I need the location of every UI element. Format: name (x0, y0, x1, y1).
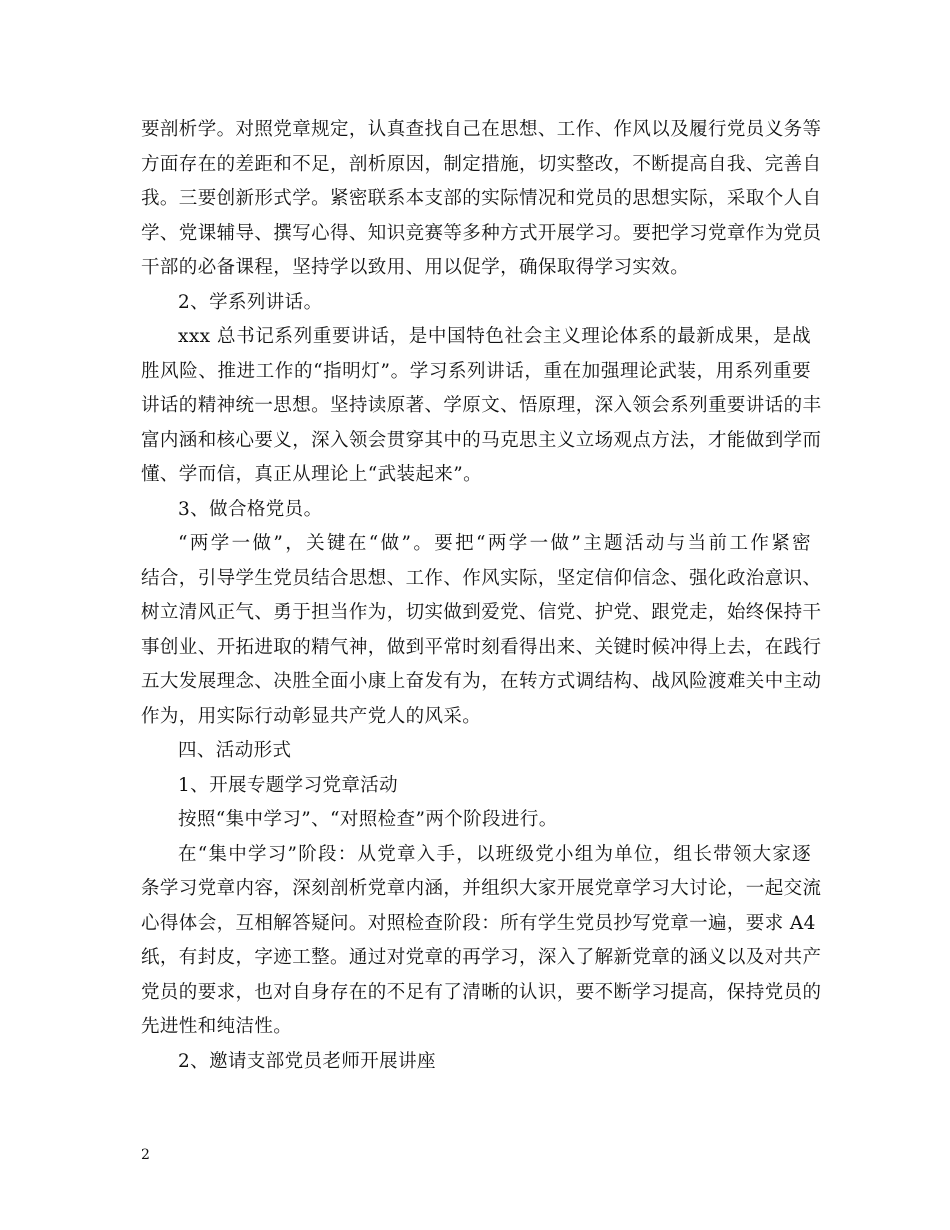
text-line: 纸，有封皮，字迹工整。通过对党章的再学习，深入了解新党章的涵义以及对共产 (141, 947, 822, 968)
page-number: 2 (141, 1147, 150, 1163)
text-line: 干部的必备课程，坚持学以致用、用以促学，确保取得学习实效。 (141, 257, 690, 278)
text-line: xxx 总书记系列重要讲话，是中国特色社会主义理论体系的最新成果，是战 (178, 326, 811, 347)
text-line: 先进性和纯洁性。 (141, 1016, 293, 1037)
text-line: 1、开展专题学习党章活动 (178, 774, 399, 796)
text-line: 胜风险、推进工作的“指明灯”。学习系列讲话，重在加强理论武装，用系列重要 (141, 360, 811, 382)
text-line: 按照“集中学习”、“对照检查”两个阶段进行。 (178, 809, 558, 830)
text-line: 事创业、开拓进取的精气神，做到平常时刻看得出来、关键时候冲得上去，在践行 (141, 636, 822, 658)
text-line: 树立清风正气、勇于担当作为，切实做到爱党、信党、护党、跟党走，始终保持干 (141, 602, 822, 623)
text-line: 方面存在的差距和不足，剖析原因，制定措施，切实整改，不断提高自我、完善自 (141, 153, 822, 175)
text-line: 在“集中学习”阶段：从党章入手，以班级党小组为单位，组长带领大家逐 (178, 843, 811, 865)
text-line: “两学一做”，关键在“做”。要把“两学一做”主题活动与当前工作紧密 (178, 533, 811, 554)
document-body (141, 113, 822, 1079)
text-line: 四、活动形式 (178, 740, 292, 761)
text-line: 2、邀请支部党员老师开展讲座 (178, 1050, 436, 1072)
text-line: 讲话的精神统一思想。坚持读原著、学原文、悟原理，深入领会系列重要讲话的丰 (141, 395, 822, 416)
text-line: 懂、学而信，真正从理论上“武装起来”。 (141, 464, 483, 485)
text-line: 心得体会，互相解答疑问。对照检查阶段：所有学生党员抄写党章一遍，要求 A4 (141, 912, 816, 934)
text-line: 作为，用实际行动彰显共产党人的风采。 (141, 705, 482, 727)
text-line: 3、做合格党员。 (178, 498, 323, 520)
text-line: 我。三要创新形式学。紧密联系本支部的实际情况和党员的思想实际，采取个人自 (141, 188, 822, 209)
text-line: 富内涵和核心要义，深入领会贯穿其中的马克思主义立场观点方法，才能做到学而 (141, 429, 822, 451)
text-line: 条学习党章内容，深刻剖析党章内涵，并组织大家开展党章学习大讨论，一起交流 (141, 878, 822, 899)
text-line: 结合，引导学生党员结合思想、工作、作风实际，坚定信仰信念、强化政治意识、 (141, 567, 822, 589)
text-line: 学、党课辅导、撰写心得、知识竞赛等多种方式开展学习。要把学习党章作为党员 (141, 222, 822, 244)
text-line: 要剖析学。对照党章规定，认真查找自己在思想、工作、作风以及履行党员义务等 (141, 119, 822, 140)
text-line: 五大发展理念、决胜全面小康上奋发有为，在转方式调结构、战风险渡难关中主动 (141, 671, 822, 692)
text-line: 2、学系列讲话。 (178, 291, 323, 313)
text-line: 党员的要求，也对自身存在的不足有了清晰的认识，要不断学习提高，保持党员的 (141, 981, 822, 1003)
